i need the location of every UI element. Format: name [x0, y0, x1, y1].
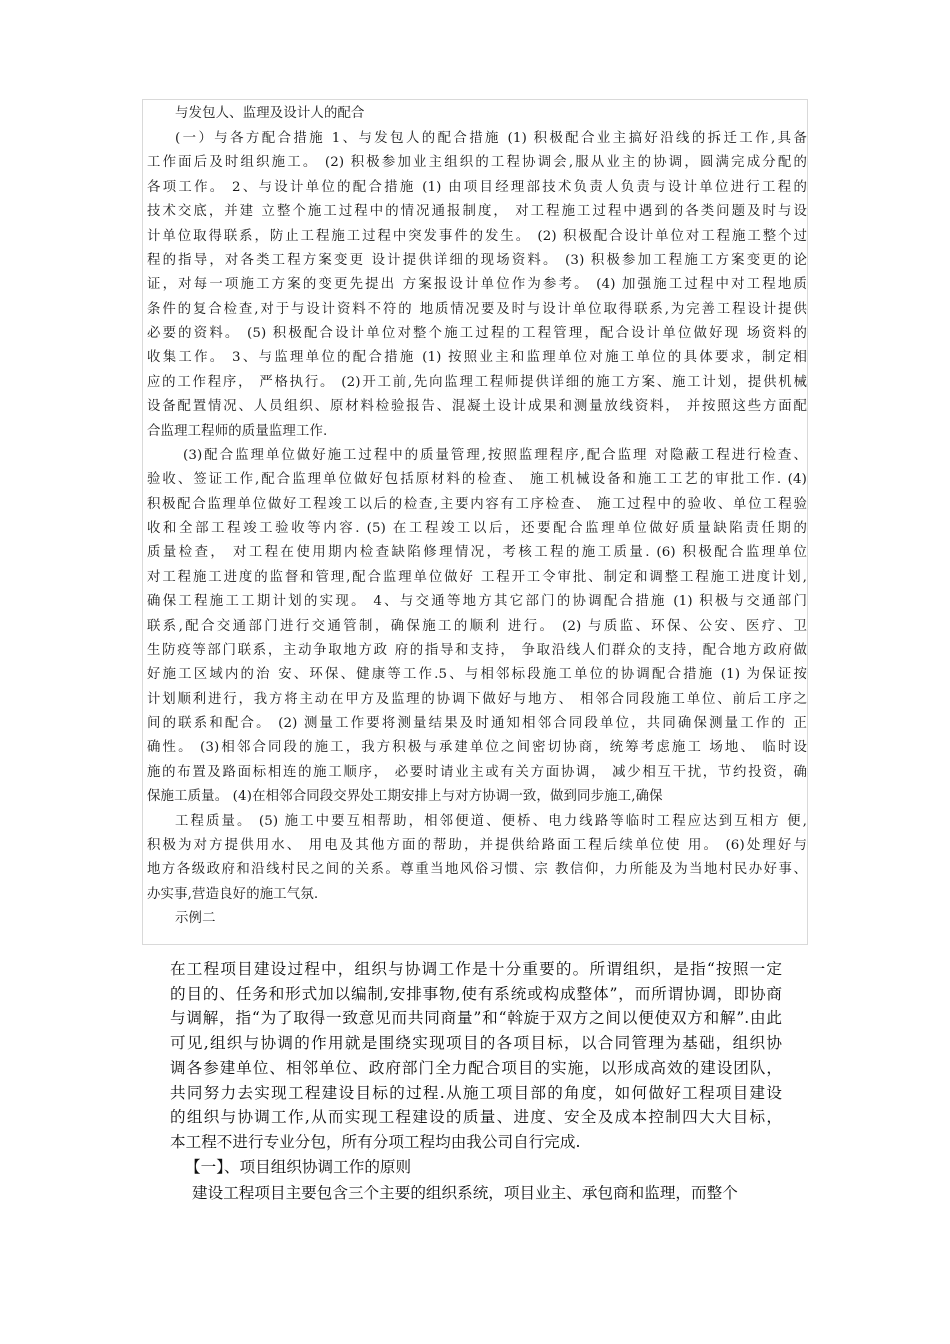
- text-line: 计单位取得联系，防止工程施工过程中突发事件的发生。 (2) 积极配合设计单位对工程施工整个过: [147, 229, 807, 244]
- text-line: 应的工作程序， 严格执行。 (2)开工前,先向监理工程师提供详细的施工方案、施工计划，提供机械: [147, 375, 807, 390]
- text-line: (3)配合监理单位做好施工过程中的质量管理,按照监理程序,配合监理 对隐蔽工程进行检查、: [183, 448, 807, 463]
- text-line: 质量检查， 对工程在使用期内检查缺陷修理情况，考核工程的施工质量. (6) 积极配合监理单位: [147, 545, 807, 560]
- text-line: 办实事,营造良好的施工气氛.: [147, 887, 319, 902]
- body-line: 在工程项目建设过程中，组织与协调工作是十分重要的。所谓组织，是指“按照一定: [170, 960, 782, 978]
- body-line: 的组织与协调工作,从而实现工程建设的质量、进度、安全及成本控制四大大目标，: [170, 1108, 782, 1126]
- text-line: 生防疫等部门联系，主动争取地方政 府的指导和支持， 争取沿线人们群众的支持，配合地方政府做: [147, 643, 807, 658]
- text-line: 技术交底，并建 立整个施工过程中的情况通报制度， 对工程施工过程中遇到的各类问题及时与设: [147, 204, 807, 219]
- body-line: 共同努力去实现工程建设目标的过程.从施工项目部的角度，如何做好工程项目建设: [170, 1084, 782, 1102]
- example-label: 示例二: [175, 911, 216, 926]
- text-line: 收和全部工程竣工验收等内容. (5) 在工程竣工以后，还要配合监理单位做好质量缺陷责任期的: [147, 521, 807, 536]
- text-line: 地方各级政府和沿线村民之间的关系。尊重当地风俗习惯、宗 教信仰，力所能及为当地村民办好事、: [147, 862, 807, 877]
- text-line: 设备配置情况、人员组织、原材料检验报告、混凝土设计成果和测量放线资料， 并按照这些方面配: [147, 399, 807, 414]
- body-line: 的目的、任务和形式加以编制,安排事物,使有系统或构成整体”，而所谓协调，即协商: [170, 985, 782, 1003]
- text-line: 各项工作。 2、与设计单位的配合措施 (1) 由项目经理部技术负责人负责与设计单位进行工程的: [147, 180, 807, 195]
- body-line: 本工程不进行专业分包，所有分项工程均由我公司自行完成.: [170, 1133, 581, 1151]
- text-line: 条件的复合检查,对于与设计资料不符的 地质情况要及时与设计单位取得联系,为完善工程设计提供: [147, 302, 807, 317]
- section-title: 与发包人、监理及设计人的配合: [175, 106, 365, 121]
- text-line: 证，对每一项施工方案的变更先提出 方案报设计单位作为参考。 (4) 加强施工过程中对工程地质: [147, 277, 807, 292]
- text-line: (一）与各方配合措施 1、与发包人的配合措施 (1) 积极配合业主搞好沿线的拆迁工作,具备: [175, 131, 807, 146]
- text-line: 计划顺利进行，我方将主动在甲方及监理的协调下做好与地方、 相邻合同段施工单位、前后工序之: [147, 692, 807, 707]
- text-line: 工作面后及时组织施工。 (2) 积极参加业主组织的工程协调会,服从业主的协调，圆满完成分配的: [147, 155, 807, 170]
- principle-heading: 【一】、项目组织协调工作的原则: [185, 1158, 412, 1176]
- text-line: 收集工作。 3、与监理单位的配合措施 (1) 按照业主和监理单位对施工单位的具体要求，制定相: [147, 350, 807, 365]
- text-line: 工程质量。 (5) 施工中要互相帮助，相邻便道、便桥、电力线路等临时工程应达到互相方 便,: [175, 814, 807, 829]
- body-last-line: 建设工程项目主要包含三个主要的组织系统，项目业主、承包商和监理，而整个: [192, 1184, 738, 1202]
- text-line: 保施工质量。 (4)在相邻合同段交界处工期安排上与对方协调一致，做到同步施工,确保: [147, 789, 663, 804]
- text-line: 联系,配合交通部门进行交通管制，确保施工的顺利 进行。 (2) 与质监、环保、公安、医疗、卫: [147, 619, 807, 634]
- body-line: 与调解，指“为了取得一致意见而共同商量”和“斡旋于双方之间以便使双方和解”.由此: [170, 1009, 782, 1027]
- body-line: 可见,组织与协调的作用就是围绕实现项目的各项目标，以合同管理为基础，组织协: [170, 1034, 782, 1052]
- text-line: 对工程施工进度的监督和管理,配合监理单位做好 工程开工令审批、制定和调整工程施工进度计划,: [147, 570, 807, 585]
- body-line: 调各参建单位、相邻单位、政府部门全力配合项目的实施，以形成高效的建设团队，: [170, 1059, 782, 1077]
- text-line: 程的指导，对各类工程方案变更 设计提供详细的现场资料。 (3) 积极参加工程施工方案变更的论: [147, 253, 807, 268]
- text-line: 验收、签证工作,配合监理单位做好包括原材料的检查、 施工机械设备和施工工艺的审批工作. (4): [147, 472, 807, 487]
- text-line: 积极为对方提供用水、 用电及其他方面的帮助，并提供给路面工程后续单位使 用。 (6)处理好与: [147, 838, 807, 853]
- text-line: 合监理工程师的质量监理工作.: [147, 424, 328, 439]
- text-line: 好施工区域内的治 安、环保、健康等工作.5、与相邻标段施工单位的协调配合措施 (1) 为保证按: [147, 667, 807, 682]
- text-line: 确性。 (3)相邻合同段的施工，我方积极与承建单位之间密切协商，统筹考虑施工 场地、 临时设: [147, 740, 807, 755]
- text-line: 必要的资料。 (5) 积极配合设计单位对整个施工过程的工程管理，配合设计单位做好现 场资料的: [147, 326, 807, 341]
- text-line: 积极配合监理单位做好工程竣工以后的检查,主要内容有工序检查、 施工过程中的验收、单位工程验: [147, 497, 807, 512]
- text-line: 间的联系和配合。 (2) 测量工作要将测量结果及时通知相邻合同段单位，共同确保测量工作的 正: [147, 716, 807, 731]
- text-line: 确保工程施工工期计划的实现。 4、与交通等地方其它部门的协调配合措施 (1) 积极与交通部门: [147, 594, 807, 609]
- text-line: 施的布置及路面标相连的施工顺序， 必要时请业主或有关方面协调， 减少相互干扰，节约投资，确: [147, 765, 807, 780]
